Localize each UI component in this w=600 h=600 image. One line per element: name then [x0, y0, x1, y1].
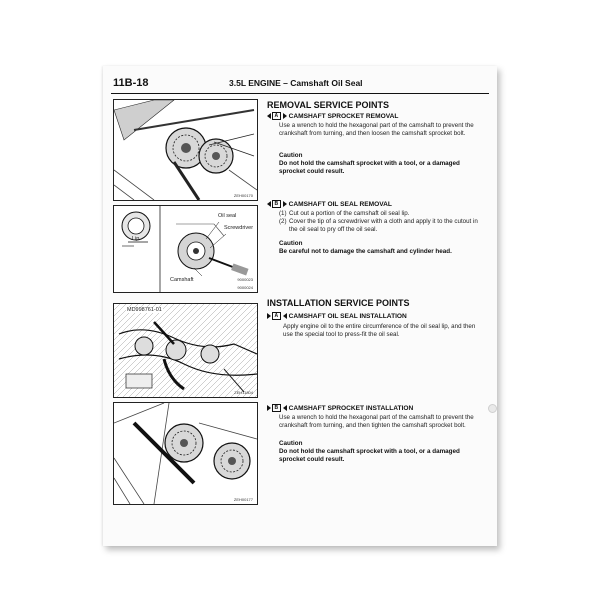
sprocket-installation-illustration: [114, 403, 257, 504]
label-oil-seal: Oil seal: [218, 213, 237, 219]
oil-seal-installation-label: CAMSHAFT OIL SEAL INSTALLATION: [288, 312, 407, 320]
removal-heading: REMOVAL SERVICE POINTS: [267, 100, 390, 110]
binder-hole: [488, 404, 497, 413]
step-badge: B: [272, 200, 281, 208]
page-number: 11B-18: [113, 77, 149, 89]
oil-seal-installation-body: Apply engine oil to the entire circumference of the oil seal lip, and then use the special tool to press-fit the oil seal.: [283, 323, 476, 338]
list-item: (2) Cover the tip of a screwdriver with a cloth and apply it to the cutout in the oil seal to pry off the oil seal.: [279, 218, 478, 233]
label-camshaft: Camshaft: [170, 277, 194, 283]
sprocket-removal-title: [267, 112, 398, 120]
sprocket-installation-body: Use a wrench to hold the hexagonal part of the camshaft to prevent the crankshaft from turning, and then tighten the camshaft sprocket bolt.: [279, 414, 474, 429]
triangle-left-icon: [283, 405, 287, 411]
triangle-left-icon: [283, 313, 287, 319]
figure-sprocket-removal: [113, 99, 258, 201]
caution-heading: Caution: [279, 152, 303, 159]
figure-sprocket-installation: [113, 402, 258, 505]
oil-seal-installation-title: [267, 312, 407, 320]
sprocket-removal-body: Use a wrench to hold the hexagonal part of the camshaft to prevent the crankshaft from turning, and then loosen the camshaft sprocket bolt.: [279, 122, 474, 137]
triangle-left-icon: [267, 113, 271, 119]
figure-oil-seal-installation: [113, 303, 258, 398]
caution-text: Do not hold the camshaft sprocket with a tool, or a damaged sprocket could result.: [279, 160, 460, 175]
caution-text: Be careful not to damage the camshaft and cylinder head.: [279, 248, 452, 255]
figure-code: 9000024: [237, 285, 253, 290]
label-screwdriver: Screwdriver: [224, 225, 254, 231]
list-item: (1) Cut out a portion of the camshaft oil seal lip.: [279, 210, 410, 217]
caution-text: Do not hold the camshaft sprocket with a tool, or a damaged sprocket could result.: [279, 448, 460, 463]
step-badge: B: [272, 404, 281, 412]
triangle-right-icon: [283, 201, 287, 207]
label-lip: Lip: [132, 236, 140, 242]
page-header: [111, 77, 489, 94]
label-special-tool: MD998761-01: [127, 307, 162, 313]
figure-code-secondary: 9000023: [237, 277, 253, 282]
triangle-right-icon: [267, 313, 271, 319]
manual-page: [103, 66, 497, 546]
installation-heading: INSTALLATION SERVICE POINTS: [267, 298, 410, 308]
sprocket-removal-label: CAMSHAFT SPROCKET REMOVAL: [288, 112, 399, 120]
triangle-left-icon: [267, 201, 271, 207]
figure-oil-seal-removal: [113, 205, 258, 293]
sprocket-removal-illustration: [114, 100, 257, 200]
step-badge: A: [272, 112, 281, 120]
oil-seal-removal-label: CAMSHAFT OIL SEAL REMOVAL: [288, 200, 392, 208]
page-title: 3.5L ENGINE – Camshaft Oil Seal: [229, 78, 363, 88]
caution-heading: Caution: [279, 240, 303, 247]
caution-heading: Caution: [279, 440, 303, 447]
figure-code: ZEH00170: [233, 193, 253, 198]
oil-seal-removal-title: [267, 200, 392, 208]
figure-code: ZEH00177: [233, 497, 253, 502]
oil-seal-removal-steps: [279, 210, 485, 234]
sprocket-installation-label: CAMSHAFT SPROCKET INSTALLATION: [288, 404, 414, 412]
sprocket-installation-title: [267, 404, 413, 412]
triangle-right-icon: [283, 113, 287, 119]
triangle-right-icon: [267, 405, 271, 411]
oil-seal-installation-illustration: [114, 304, 257, 397]
figure-code: ZEH11804: [234, 390, 253, 395]
step-badge: A: [272, 312, 281, 320]
